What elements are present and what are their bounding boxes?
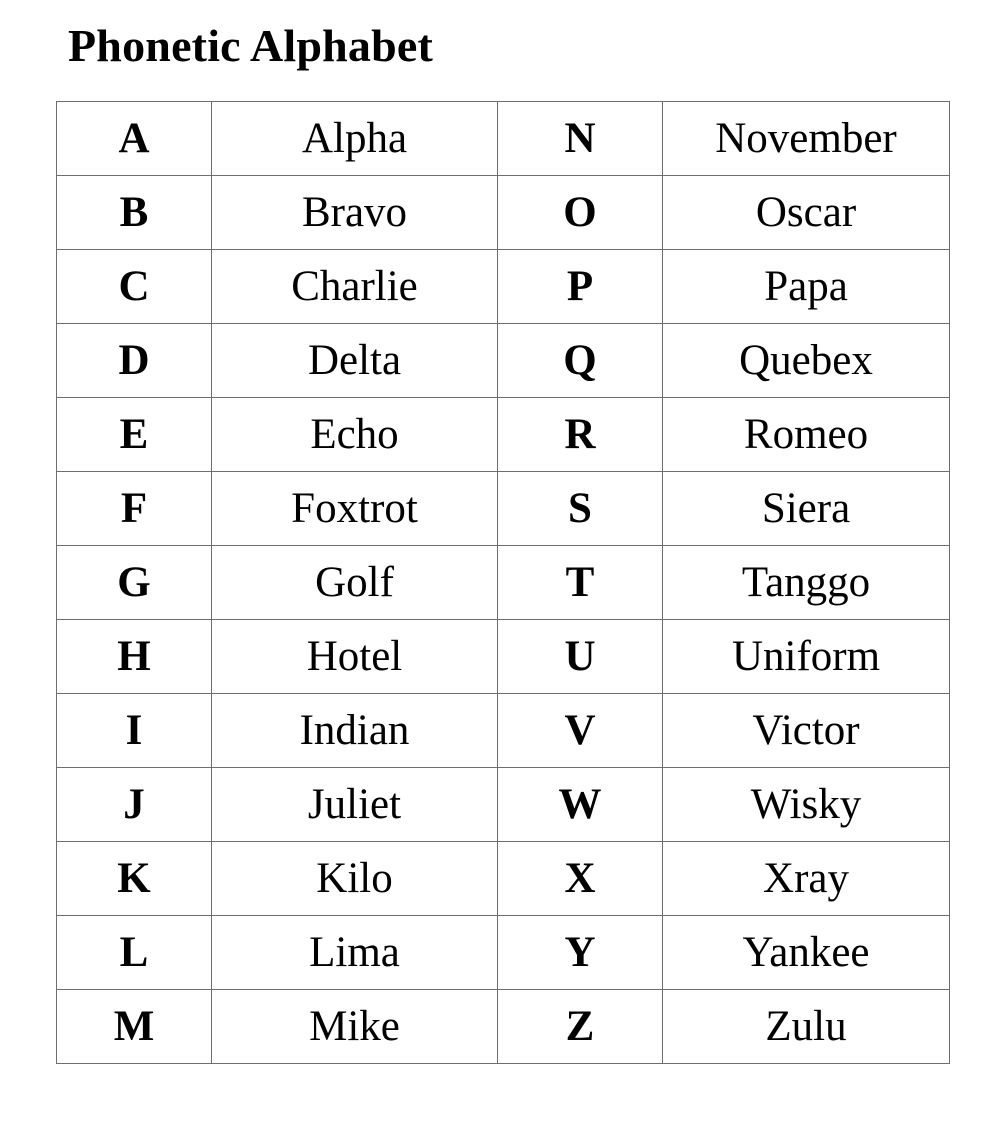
- code-word-cell: Delta: [212, 324, 498, 398]
- letter-cell: Z: [498, 990, 663, 1064]
- letter-cell: G: [57, 546, 212, 620]
- code-word-cell: Bravo: [212, 176, 498, 250]
- table-row: [57, 694, 950, 768]
- letter-cell: Q: [498, 324, 663, 398]
- code-word-cell: Uniform: [663, 620, 950, 694]
- code-word-cell: Siera: [663, 472, 950, 546]
- letter-cell: I: [57, 694, 212, 768]
- code-word-cell: Charlie: [212, 250, 498, 324]
- table-row: [57, 176, 950, 250]
- letter-cell: J: [57, 768, 212, 842]
- letter-cell: L: [57, 916, 212, 990]
- page-title: Phonetic Alphabet: [68, 20, 434, 71]
- code-word-cell: Echo: [212, 398, 498, 472]
- letter-cell: F: [57, 472, 212, 546]
- code-word-cell: Golf: [212, 546, 498, 620]
- code-word-cell: Indian: [212, 694, 498, 768]
- table-row: [57, 990, 950, 1064]
- code-word-cell: Juliet: [212, 768, 498, 842]
- table-body: [57, 102, 950, 1064]
- code-word-cell: Victor: [663, 694, 950, 768]
- code-word-cell: Alpha: [212, 102, 498, 176]
- phonetic-alphabet-table: [56, 101, 950, 1064]
- code-word-cell: November: [663, 102, 950, 176]
- letter-cell: M: [57, 990, 212, 1064]
- letter-cell: R: [498, 398, 663, 472]
- table-row: [57, 102, 950, 176]
- code-word-cell: Papa: [663, 250, 950, 324]
- code-word-cell: Kilo: [212, 842, 498, 916]
- table-row: [57, 324, 950, 398]
- table-row: [57, 768, 950, 842]
- letter-cell: N: [498, 102, 663, 176]
- code-word-cell: Quebex: [663, 324, 950, 398]
- table-row: [57, 250, 950, 324]
- code-word-cell: Hotel: [212, 620, 498, 694]
- table-row: [57, 546, 950, 620]
- code-word-cell: Mike: [212, 990, 498, 1064]
- code-word-cell: Xray: [663, 842, 950, 916]
- table-row: [57, 620, 950, 694]
- table-row: [57, 472, 950, 546]
- letter-cell: U: [498, 620, 663, 694]
- letter-cell: C: [57, 250, 212, 324]
- letter-cell: B: [57, 176, 212, 250]
- letter-cell: T: [498, 546, 663, 620]
- code-word-cell: Romeo: [663, 398, 950, 472]
- table-row: [57, 842, 950, 916]
- letter-cell: P: [498, 250, 663, 324]
- code-word-cell: Lima: [212, 916, 498, 990]
- code-word-cell: Wisky: [663, 768, 950, 842]
- code-word-cell: Zulu: [663, 990, 950, 1064]
- table-row: [57, 916, 950, 990]
- code-word-cell: Oscar: [663, 176, 950, 250]
- letter-cell: E: [57, 398, 212, 472]
- letter-cell: D: [57, 324, 212, 398]
- letter-cell: A: [57, 102, 212, 176]
- letter-cell: X: [498, 842, 663, 916]
- letter-cell: O: [498, 176, 663, 250]
- code-word-cell: Tanggo: [663, 546, 950, 620]
- letter-cell: H: [57, 620, 212, 694]
- table-row: [57, 398, 950, 472]
- letter-cell: W: [498, 768, 663, 842]
- letter-cell: V: [498, 694, 663, 768]
- letter-cell: S: [498, 472, 663, 546]
- letter-cell: K: [57, 842, 212, 916]
- code-word-cell: Foxtrot: [212, 472, 498, 546]
- code-word-cell: Yankee: [663, 916, 950, 990]
- letter-cell: Y: [498, 916, 663, 990]
